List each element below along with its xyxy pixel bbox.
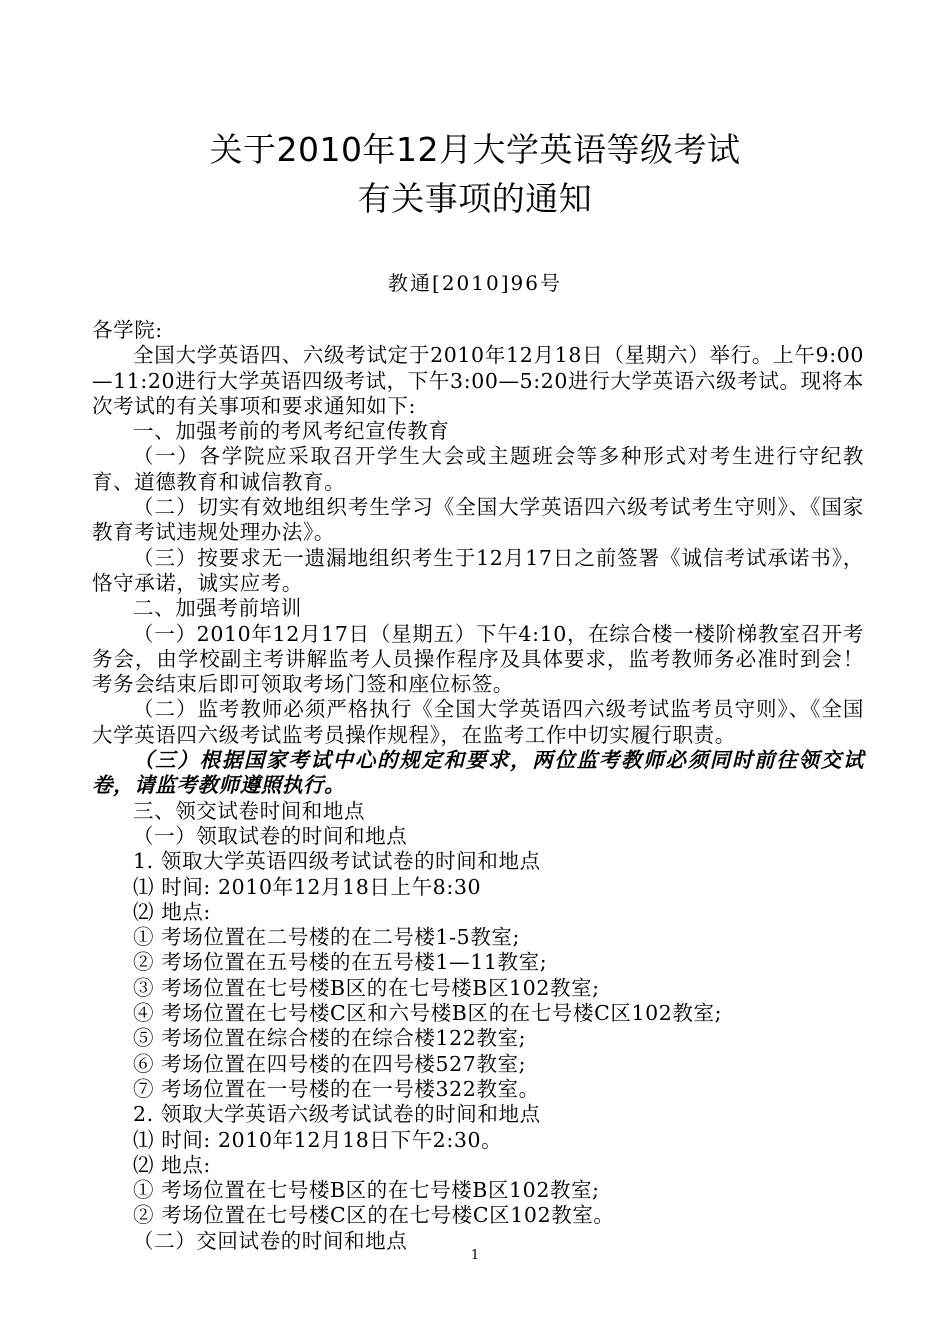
section-heading: 三、领交试卷时间和地点 [133,798,366,823]
list-item: ① 考场位置在二号楼的在二号楼1-5教室; [133,925,521,950]
list-item: ⑤ 考场位置在综合楼的在综合楼122教室; [133,1026,527,1051]
salutation: 各学院: [92,318,163,342]
list-item: ① 考场位置在七号楼B区的在七号楼B区102教室; [133,1178,600,1203]
list-heading: 1. 领取大学英语四级考试试卷的时间和地点 [133,849,541,874]
list-item: ⑴ 时间: 2010年12月18日上午8:30 [133,874,482,899]
list-item: ⑦ 考场位置在一号楼的在一号楼322教室。 [133,1076,540,1101]
intro-paragraph: 全国大学英语四、六级考试定于2010年12月18日（星期六）举行。上午9:00—11:20进行大学英语四级考试，下午3:00—5:20进行大学英语六级考试。现将本次考试的有关事项和要求通知如下: [92,343,864,418]
document-number: 教通[2010]96号 [388,271,562,295]
list-item: ④ 考场位置在七号楼C区和六号楼B区的在七号楼C区102教室; [133,1001,723,1026]
list-item: ② 考场位置在七号楼C区的在七号楼C区102教室。 [133,1203,615,1228]
list-item: ⑥ 考场位置在四号楼的在四号楼527教室; [133,1051,527,1076]
section-heading: 一、加强考前的考风考纪宣传教育 [133,419,450,444]
paragraph: （三）按要求无一遗漏地组织考生于12月17日之前签署《诚信考试承诺书》，恪守承诺，诚实应考。 [92,545,864,595]
paragraph: （一）2010年12月17日（星期五）下午4:10，在综合楼一楼阶梯教室召开考务会，由学校副主考讲解监考人员操作程序及具体要求，监考教师务必准时到会！考务会结束后即可领取考场门签和座位标签。 [92,621,864,697]
subsection-heading: （一）领取试卷的时间和地点 [133,823,408,848]
paragraph: （一）各学院应采取召开学生大会或主题班会等多种形式对考生进行守纪教育、道德教育和诚信教育。 [92,444,864,494]
paragraph: （二）监考教师必须严格执行《全国大学英语四六级考试监考员守则》、《全国大学英语四六级考试监考员操作规程》，在监考工作中切实履行职责。 [92,697,864,747]
list-item: ⑵ 地点: [133,899,211,924]
list-item: ② 考场位置在五号楼的在五号楼1—11教室; [133,950,548,975]
list-heading: 2. 领取大学英语六级考试试卷的时间和地点 [133,1102,541,1127]
document-body [92,318,864,1254]
list-item: ⑴ 时间: 2010年12月18日下午2:30。 [133,1127,503,1152]
paragraph: （二）切实有效地组织考生学习《全国大学英语四六级考试考生守则》、《国家教育考试违规处理办法》。 [92,495,864,545]
page-number: 1 [470,1248,480,1263]
subsection-heading: （二）交回试卷的时间和地点 [133,1228,408,1253]
section-heading: 二、加强考前培训 [133,596,302,621]
list-item: ③ 考场位置在七号楼B区的在七号楼B区102教室; [133,975,600,1000]
emphasized-paragraph: （三）根据国家考试中心的规定和要求，两位监考教师必须同时前往领交试卷，请监考教师遵照执行。 [92,748,864,798]
list-item: ⑵ 地点: [133,1152,211,1177]
title-line-1: 关于2010年12月大学英语等级考试 [209,130,741,169]
title-line-2: 有关事项的通知 [357,179,593,218]
